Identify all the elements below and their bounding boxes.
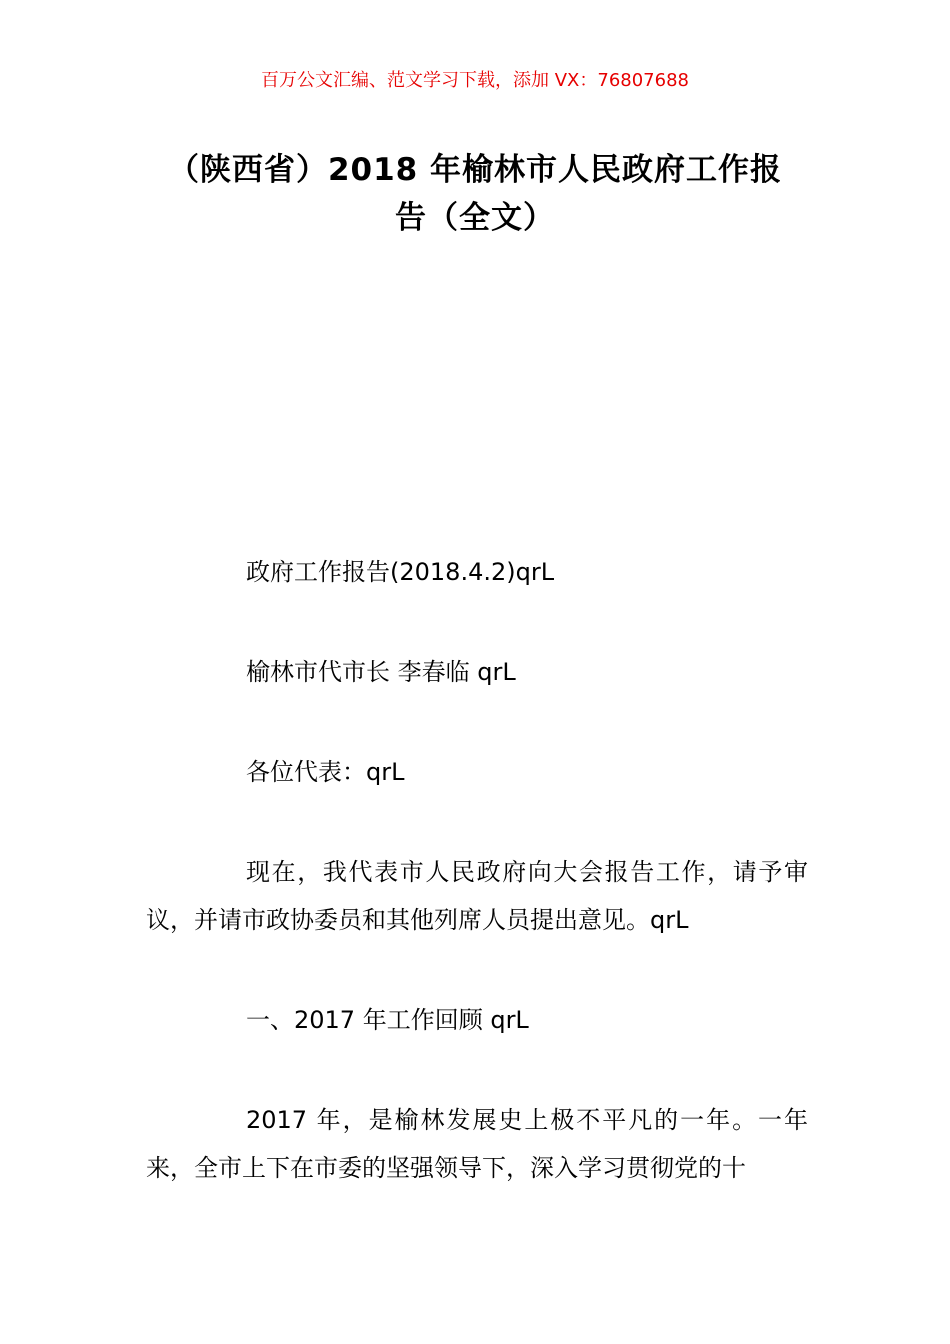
section-heading-paragraph: 一、2017 年工作回顾 qrL	[246, 1006, 529, 1034]
document-title	[150, 146, 800, 242]
speaker-paragraph: 榆林市代市长 李春临 qrL	[246, 658, 516, 686]
header-watermark-note: 百万公文汇编、范文学习下载，添加 VX：76807688	[261, 70, 689, 91]
body-paragraph: 2017 年，是榆林发展史上极不平凡的一年。一年来，全市上下在市委的坚强领导下，深入学习贯彻党的十	[146, 1106, 808, 1182]
salutation-paragraph: 各位代表：qrL	[246, 758, 405, 786]
opening-paragraph: 现在，我代表市人民政府向大会报告工作，请予审议，并请市政协委员和其他列席人员提出意见。qrL	[146, 858, 808, 934]
report-heading-paragraph: 政府工作报告(2018.4.2)qrL	[246, 558, 555, 586]
document-title-line-2: 告（全文）	[395, 200, 555, 236]
document-title-line-1: （陕西省）2018 年榆林市人民政府工作报	[167, 152, 783, 188]
